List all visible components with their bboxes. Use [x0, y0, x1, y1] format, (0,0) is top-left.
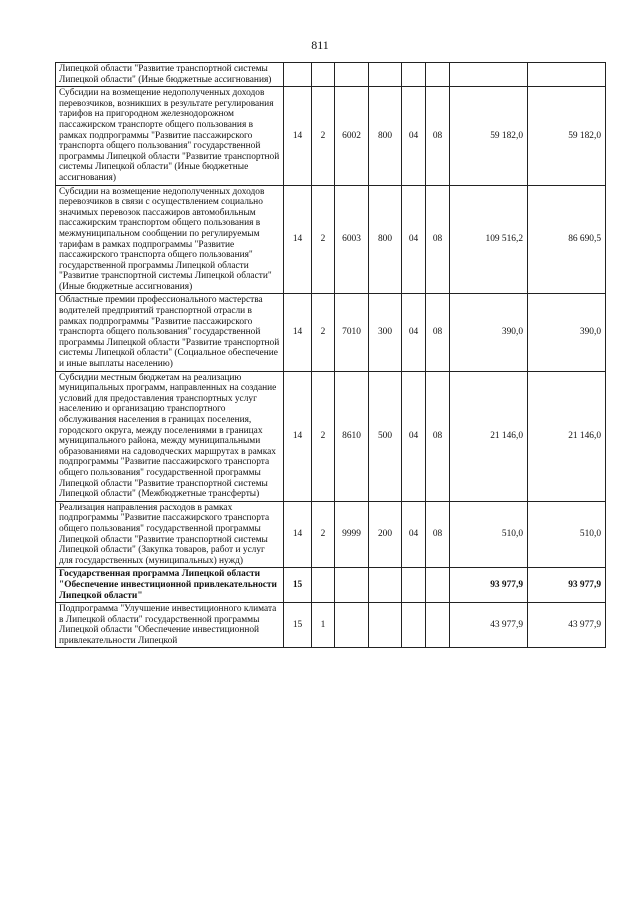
expenditure-name-cell: Субсидии местным бюджетам на реализацию муниципальных программ, направленных на создание условий для предоставления транспортных услуг населению и организацию транспортного обслуживания населения в границах поселения, городского округа, между поселениями в границах муниципального района, между муниципальными образованиями на садоводческих маршрутах в рамках подпрограммы "Развитие пассажирского транспорта общего пользования" государственной программы Липецкой области "Развитие транспортной системы Липецкой области" (Межбюджетные трансферты): [56, 371, 284, 501]
expenditure-name-cell: Подпрограмма "Улучшение инвестиционного климата в Липецкой области" государственной программы Липецкой области "Обеспечение инвестиционной привлекательности Липецкой: [56, 603, 284, 648]
expense-type-cell: [369, 568, 402, 603]
direction-code-cell: [335, 603, 369, 648]
section-cell: [402, 603, 426, 648]
table-row: [56, 501, 606, 568]
subsection-cell: 08: [426, 185, 450, 294]
expense-type-cell: 800: [369, 185, 402, 294]
direction-code-cell: 9999: [335, 501, 369, 568]
subsection-cell: 08: [426, 87, 450, 185]
direction-code-cell: 8610: [335, 371, 369, 501]
program-code-cell: 14: [284, 294, 312, 371]
amount-2-cell: 21 146,0: [528, 371, 606, 501]
section-cell: 04: [402, 294, 426, 371]
table-row: [56, 294, 606, 371]
amount-1-cell: 43 977,9: [450, 603, 528, 648]
table-row: [56, 63, 606, 87]
subsection-cell: 08: [426, 371, 450, 501]
amount-2-cell: 93 977,9: [528, 568, 606, 603]
expense-type-cell: 300: [369, 294, 402, 371]
section-cell: [402, 568, 426, 603]
expenditure-name-cell: Субсидии на возмещение недополученных доходов перевозчиков, возникших в результате регулирования тарифов на пригородном железнодорожном пассажирском транспорте общего пользования в рамках подпрограммы "Развитие пассажирского транспорта общего пользования" государственной программы Липецкой области "Развитие транспортной системы Липецкой области" (Иные бюджетные ассигнования): [56, 87, 284, 185]
amount-2-cell: [528, 63, 606, 87]
amount-2-cell: 43 977,9: [528, 603, 606, 648]
direction-code-cell: 6002: [335, 87, 369, 185]
subprogram-code-cell: [312, 63, 335, 87]
program-code-cell: 15: [284, 568, 312, 603]
expense-type-cell: 200: [369, 501, 402, 568]
program-code-cell: [284, 63, 312, 87]
amount-1-cell: 93 977,9: [450, 568, 528, 603]
program-code-cell: 14: [284, 87, 312, 185]
expenditure-name-cell: Липецкой области "Развитие транспортной системы Липецкой области" (Иные бюджетные ассигнования): [56, 63, 284, 87]
table-row: [56, 371, 606, 501]
amount-2-cell: 59 182,0: [528, 87, 606, 185]
subprogram-code-cell: 1: [312, 603, 335, 648]
expense-type-cell: 800: [369, 87, 402, 185]
program-code-cell: 14: [284, 185, 312, 294]
amount-1-cell: [450, 63, 528, 87]
expense-type-cell: 500: [369, 371, 402, 501]
table-row: [56, 185, 606, 294]
amount-2-cell: 86 690,5: [528, 185, 606, 294]
table-row: [56, 603, 606, 648]
expenditure-name-cell: Областные премии профессионального мастерства водителей предприятий транспортной отрасли в рамках подпрограммы "Развитие пассажирского транспорта общего пользования" государственной программы Липецкой области "Развитие транспортной системы Липецкой области" (Социальное обеспечение и иные выплаты населению): [56, 294, 284, 371]
subprogram-code-cell: 2: [312, 185, 335, 294]
amount-1-cell: 109 516,2: [450, 185, 528, 294]
expense-type-cell: [369, 603, 402, 648]
expenditure-name-cell: Субсидии на возмещение недополученных доходов перевозчиков в связи с осуществлением социально значимых перевозок пассажиров автомобильным пассажирским транспортом общего пользования в межмуниципальном сообщении по регулируемым тарифам в рамках подпрограммы "Развитие пассажирского транспорта общего пользования" государственной программы Липецкой области "Развитие транспортной системы Липецкой области" (Иные бюджетные ассигнования): [56, 185, 284, 294]
subprogram-code-cell: [312, 568, 335, 603]
amount-1-cell: 510,0: [450, 501, 528, 568]
direction-code-cell: [335, 63, 369, 87]
direction-code-cell: [335, 568, 369, 603]
expenditure-name-cell: Реализация направления расходов в рамках подпрограммы "Развитие пассажирского транспорта общего пользования" государственной программы Липецкой области "Развитие транспортной системы Липецкой области" (Закупка товаров, работ и услуг для государственных (муниципальных) нужд): [56, 501, 284, 568]
table-row: [56, 87, 606, 185]
page-number: 811: [311, 38, 329, 52]
budget-table: [55, 62, 606, 648]
section-cell: 04: [402, 185, 426, 294]
section-cell: 04: [402, 371, 426, 501]
amount-1-cell: 21 146,0: [450, 371, 528, 501]
section-cell: 04: [402, 87, 426, 185]
amount-1-cell: 390,0: [450, 294, 528, 371]
direction-code-cell: 6003: [335, 185, 369, 294]
subprogram-code-cell: 2: [312, 294, 335, 371]
amount-2-cell: 390,0: [528, 294, 606, 371]
subprogram-code-cell: 2: [312, 371, 335, 501]
subsection-cell: [426, 568, 450, 603]
subprogram-code-cell: 2: [312, 87, 335, 185]
program-code-cell: 14: [284, 371, 312, 501]
table-row: [56, 568, 606, 603]
expense-type-cell: [369, 63, 402, 87]
program-code-cell: 14: [284, 501, 312, 568]
amount-2-cell: 510,0: [528, 501, 606, 568]
subsection-cell: [426, 603, 450, 648]
direction-code-cell: 7010: [335, 294, 369, 371]
subprogram-code-cell: 2: [312, 501, 335, 568]
amount-1-cell: 59 182,0: [450, 87, 528, 185]
section-cell: [402, 63, 426, 87]
budget-table-body: [56, 63, 606, 648]
subsection-cell: 08: [426, 294, 450, 371]
expenditure-name-cell: Государственная программа Липецкой области "Обеспечение инвестиционной привлекательности Липецкой области": [56, 568, 284, 603]
subsection-cell: [426, 63, 450, 87]
program-code-cell: 15: [284, 603, 312, 648]
section-cell: 04: [402, 501, 426, 568]
subsection-cell: 08: [426, 501, 450, 568]
